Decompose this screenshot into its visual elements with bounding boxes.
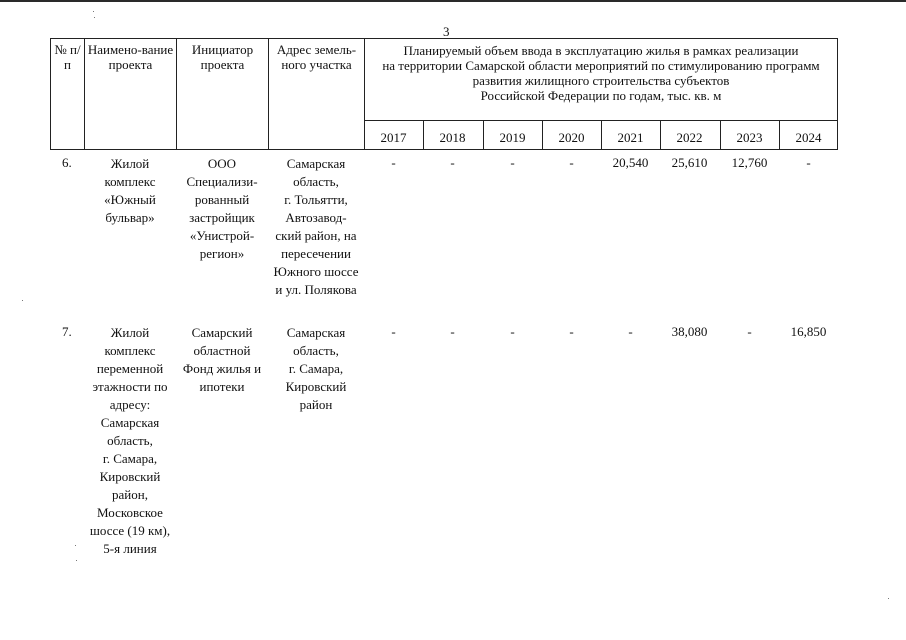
value-2020: - [569, 155, 574, 170]
value-2019: - [510, 155, 515, 170]
year-header: 2019 [499, 130, 526, 145]
project-name-line: Самарская [100, 415, 160, 430]
project-name-line: «Южный [104, 192, 156, 207]
project-name-line: Жилой [110, 156, 150, 171]
project-name-line: шоссе (19 км), [89, 523, 171, 538]
value-2023: 12,760 [731, 155, 768, 170]
address-line: ский район, на [275, 228, 357, 243]
address-line: г. Тольятти, [284, 192, 348, 207]
value-2017: - [391, 155, 396, 170]
project-name-line: Московское [97, 505, 163, 520]
project-name-line: комплекс [104, 343, 156, 358]
year-header: 2017 [380, 130, 407, 145]
address-line: г. Самара, [288, 361, 344, 376]
address-line: Самарская [286, 156, 346, 171]
planned-title-line: Планируемый объем ввода в эксплуатацию жилья в рамках реализации [403, 43, 799, 58]
year-header: 2021 [617, 130, 644, 145]
project-name-line: г. Самара, [102, 451, 158, 466]
year-header: 2024 [795, 130, 822, 145]
value-2023: - [747, 324, 752, 339]
project-name-line: переменной [96, 361, 164, 376]
project-name-line: этажности по [92, 379, 168, 394]
header-project-name: Наимено-вание проекта [87, 42, 174, 72]
initiator-line: Специализи- [186, 174, 258, 189]
value-2017: - [391, 324, 396, 339]
project-name-line: Жилой [110, 325, 150, 340]
address-line: и ул. Полякова [275, 282, 357, 297]
address-line: область, [293, 174, 339, 189]
planned-title-line: развития жилищного строительства субъектов [472, 73, 730, 88]
planned-title-line: на территории Самарской области мероприятий по стимулированию программ [382, 58, 820, 73]
value-2022: 38,080 [671, 324, 708, 339]
initiator-line: рованный [194, 192, 250, 207]
project-name-line: 5-я линия [103, 541, 157, 556]
initiator-line: Фонд жилья и [182, 361, 262, 376]
initiator-line: ипотеки [199, 379, 245, 394]
cell-address [268, 155, 364, 299]
value-2018: - [450, 324, 455, 339]
header-address: Адрес земель-ного участка [276, 42, 357, 72]
initiator-line: регион» [199, 246, 245, 261]
address-line: пересечении [281, 246, 351, 261]
header-initiator: Инициатор проекта [191, 42, 254, 72]
project-name-line: Кировский [99, 469, 161, 484]
address-line: район [299, 397, 333, 412]
value-2018: - [450, 155, 455, 170]
year-header: 2022 [676, 130, 703, 145]
scan-speck [94, 17, 95, 18]
page-top-rule [0, 0, 906, 2]
address-line: Самарская [286, 325, 346, 340]
scan-speck [75, 545, 76, 546]
year-header: 2018 [439, 130, 466, 145]
scan-speck [93, 11, 94, 12]
initiator-line: Самарский [191, 325, 253, 340]
initiator-line: застройщик [189, 210, 255, 225]
project-name-line: район, [112, 487, 148, 502]
project-name-line: комплекс [104, 174, 156, 189]
planned-title-line: Российской Федерации по годам, тыс. кв. м [480, 88, 722, 103]
value-2021: - [628, 324, 633, 339]
initiator-line: «Унистрой- [189, 228, 255, 243]
value-2024: - [806, 155, 811, 170]
address-line: Кировский [285, 379, 347, 394]
project-name-line: бульвар» [105, 210, 155, 225]
value-2021: 20,540 [612, 155, 649, 170]
year-header: 2023 [736, 130, 763, 145]
address-line: Южного шоссе [273, 264, 359, 279]
initiator-line: областной [193, 343, 251, 358]
project-name-line: адресу: [109, 397, 151, 412]
project-name-line: область, [107, 433, 153, 448]
header-num: № п/п [54, 42, 81, 72]
cell-address [268, 324, 364, 414]
initiator-line: ООО [207, 156, 237, 171]
value-2024: 16,850 [790, 324, 827, 339]
year-header: 2020 [558, 130, 585, 145]
page-number: 3 [443, 24, 450, 39]
row-number: 6. [62, 155, 72, 170]
scan-speck [22, 300, 23, 301]
value-2020: - [569, 324, 574, 339]
cell-initiator [176, 324, 268, 396]
cell-project-name [84, 324, 176, 558]
address-line: Автозавод- [285, 210, 347, 225]
cell-project-name [84, 155, 176, 227]
value-2019: - [510, 324, 515, 339]
scan-speck [76, 560, 77, 561]
value-2022: 25,610 [671, 155, 708, 170]
address-line: область, [293, 343, 339, 358]
cell-initiator [176, 155, 268, 263]
scan-speck [888, 598, 889, 599]
row-number: 7. [62, 324, 72, 339]
